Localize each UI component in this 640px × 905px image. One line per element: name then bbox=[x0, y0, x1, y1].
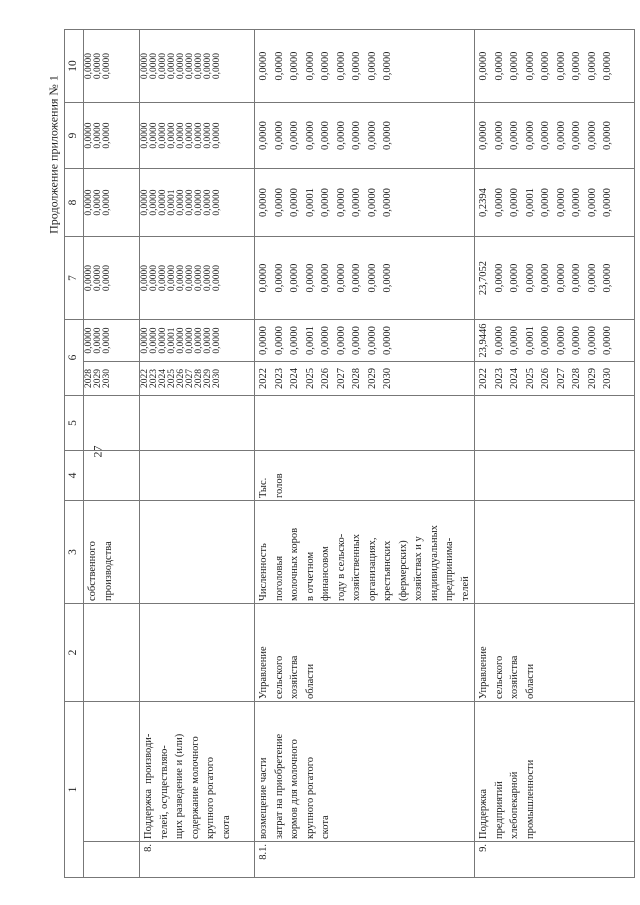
table-row bbox=[84, 30, 140, 878]
measure-name: возмещение части затрат на приобретение кормов для молочного крупного рогатого скота bbox=[255, 702, 475, 842]
table-row bbox=[475, 30, 635, 878]
rotated-table-container bbox=[64, 30, 624, 878]
values-col-6: 23,9446 0,0000 0,0000 0,0001 0,0000 0,0000 0,0000 0,0000 0,0000 bbox=[475, 320, 635, 362]
values-col-7: 23,7052 0,0000 0,0000 0,0000 0,0000 0,0000 0,0000 0,0000 0,0000 bbox=[475, 237, 635, 320]
header-row bbox=[65, 30, 84, 878]
indicator: собственного производства bbox=[84, 501, 140, 604]
unit bbox=[140, 451, 255, 501]
unit bbox=[84, 451, 140, 501]
row-number: 9. bbox=[475, 842, 635, 878]
col5-value bbox=[84, 396, 140, 451]
executor: Управление сельского хозяйства области bbox=[255, 604, 475, 702]
row-number bbox=[84, 842, 140, 878]
col5-value bbox=[475, 396, 635, 451]
header-col-10: 10 bbox=[65, 30, 84, 103]
values-col-6: 0,0000 0,0000 0,0000 0,0001 0,0000 0,0000 0,0000 0,0000 0,0000 bbox=[140, 320, 255, 362]
values-col-6: 0,0000 0,0000 0,0000 bbox=[84, 320, 140, 362]
row-number: 8.1. bbox=[255, 842, 475, 878]
values-col-10: 0,0000 0,0000 0,0000 bbox=[84, 30, 140, 103]
row-number: 8. bbox=[140, 842, 255, 878]
measure-name: Поддержка производи- телей, осуществляю- щих разведение и (или) содержание молочного крупного рогатого скота bbox=[140, 702, 255, 842]
years-list: 2028 2029 2030 bbox=[84, 362, 140, 396]
years-list: 2022 2023 2024 2025 2026 2027 2028 2029 2030 bbox=[475, 362, 635, 396]
values-col-10: 0,0000 0,0000 0,0000 0,0000 0,0000 0,0000 0,0000 0,0000 0,0000 bbox=[255, 30, 475, 103]
measure-name bbox=[84, 702, 140, 842]
unit bbox=[475, 451, 635, 501]
values-col-9: 0,0000 0,0000 0,0000 0,0000 0,0000 0,0000 0,0000 0,0000 0,0000 bbox=[140, 103, 255, 169]
values-col-8: 0,0000 0,0000 0,0000 0,0001 0,0000 0,0000 0,0000 0,0000 0,0000 bbox=[140, 169, 255, 237]
years-list: 2022 2023 2024 2025 2026 2027 2028 2029 2030 bbox=[140, 362, 255, 396]
values-col-8: 0,0000 0,0000 0,0000 0,0001 0,0000 0,0000 0,0000 0,0000 0,0000 bbox=[255, 169, 475, 237]
values-col-6: 0,0000 0,0000 0,0000 0,0001 0,0000 0,0000 0,0000 0,0000 0,0000 bbox=[255, 320, 475, 362]
header-col-7: 7 bbox=[65, 237, 84, 320]
values-col-10: 0,0000 0,0000 0,0000 0,0000 0,0000 0,0000 0,0000 0,0000 0,0000 bbox=[475, 30, 635, 103]
executor: Управление сельского хозяйства области bbox=[475, 604, 635, 702]
col5-value bbox=[140, 396, 255, 451]
table-row bbox=[255, 30, 475, 878]
indicator bbox=[140, 501, 255, 604]
executor bbox=[84, 604, 140, 702]
header-col-4: 4 bbox=[65, 451, 84, 501]
values-col-8: 0,2394 0,0000 0,0000 0,0001 0,0000 0,0000 0,0000 0,0000 0,0000 bbox=[475, 169, 635, 237]
header-col-8: 8 bbox=[65, 169, 84, 237]
values-col-10: 0,0000 0,0000 0,0000 0,0000 0,0000 0,0000 0,0000 0,0000 0,0000 bbox=[140, 30, 255, 103]
values-col-9: 0,0000 0,0000 0,0000 bbox=[84, 103, 140, 169]
unit: Тыс. голов bbox=[255, 451, 475, 501]
values-col-9: 0,0000 0,0000 0,0000 0,0000 0,0000 0,0000 0,0000 0,0000 0,0000 bbox=[475, 103, 635, 169]
values-col-9: 0,0000 0,0000 0,0000 0,0000 0,0000 0,0000 0,0000 0,0000 0,0000 bbox=[255, 103, 475, 169]
indicator bbox=[475, 501, 635, 604]
appendix-title: Продолжение приложения № 1 bbox=[46, 75, 61, 234]
years-list: 2022 2023 2024 2025 2026 2027 2028 2029 2030 bbox=[255, 362, 475, 396]
header-col-9: 9 bbox=[65, 103, 84, 169]
header-col-3: 3 bbox=[65, 501, 84, 604]
values-col-8: 0,0000 0,0000 0,0000 bbox=[84, 169, 140, 237]
page-number: 27 bbox=[90, 445, 105, 458]
indicator: Численность поголовья молочных коров в отчетном финансовом году в сельско- хозяйственных организациях, крестьянских (фермерских) хозяйствах и у индивидуальных предпринима- телей bbox=[255, 501, 475, 604]
table-row bbox=[140, 30, 255, 878]
values-col-7: 0,0000 0,0000 0,0000 0,0000 0,0000 0,0000 0,0000 0,0000 0,0000 bbox=[255, 237, 475, 320]
header-col-1: 1 bbox=[65, 702, 84, 878]
measure-name: Поддержка предприятий хлебопекарной промышленности bbox=[475, 702, 635, 842]
header-col-2: 2 bbox=[65, 604, 84, 702]
values-col-7: 0,0000 0,0000 0,0000 0,0000 0,0000 0,0000 0,0000 0,0000 0,0000 bbox=[140, 237, 255, 320]
program-table bbox=[64, 29, 635, 878]
executor bbox=[140, 604, 255, 702]
header-col-5: 5 bbox=[65, 396, 84, 451]
col5-value bbox=[255, 396, 475, 451]
values-col-7: 0,0000 0,0000 0,0000 bbox=[84, 237, 140, 320]
header-col-6: 6 bbox=[65, 320, 84, 396]
